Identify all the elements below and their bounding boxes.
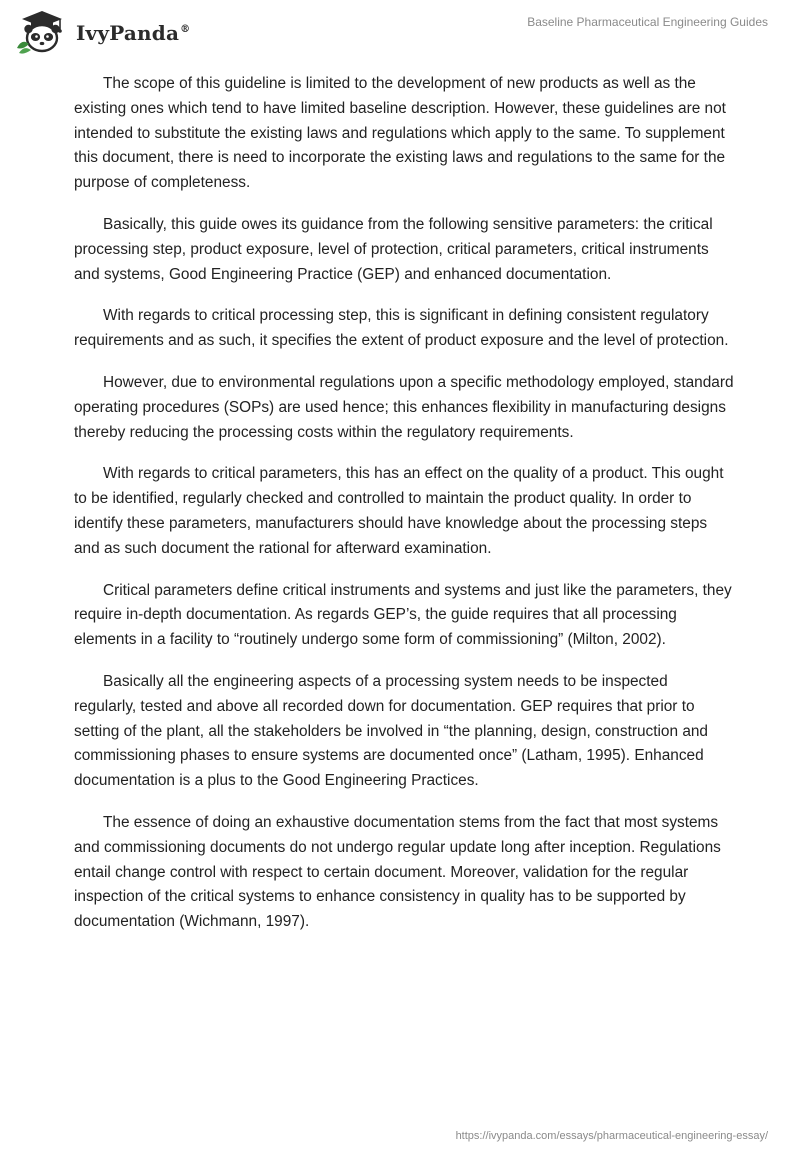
paragraph-1: The scope of this guideline is limited to the development of new products as well as the existing ones which tend to have limited baseline description. However, these guidelines are not intended to substitute the existing laws and regulations which apply to the same. To supplement this document, there is need to incorporate the existing laws and regulations to the same for the purpose of completeness.: [74, 75, 726, 192]
registered-mark: ®: [180, 24, 191, 36]
paragraph-6: Critical parameters define critical instruments and systems and just like the parameters, they require in-depth documentation. As regards GEP’s, the guide requires that all processing elements in a facility to “routinely undergo some form of commissioning” (Milton, 2002).: [74, 581, 732, 649]
panda-graduation-cap-icon: [14, 8, 70, 54]
brand-name: [76, 21, 190, 45]
paragraph-2: Basically, this guide owes its guidance from the following sensitive parameters: the critical processing step, product exposure, level of protection, critical parameters, critical instruments and systems, Good Engineering Practice (GEP) and enhanced documentation.: [74, 215, 713, 283]
brand-name-text: IvyPanda: [76, 21, 180, 45]
essay-body: [74, 72, 734, 952]
paragraph-5: With regards to critical parameters, this has an effect on the quality of a product. This ought to be identified, regularly checked and controlled to maintain the product quality. In order to identify these parameters, manufacturers should have knowledge about the processing steps and as such document the rational for afterward examination.: [74, 465, 724, 557]
page-header: [0, 0, 800, 60]
paragraph-7: Basically all the engineering aspects of a processing system needs to be inspected regularly, tested and above all recorded down for documentation. GEP requires that prior to setting of the plant, all the stakeholders be involved in “the planning, design, construction and commissioning phases to ensure systems are documented once” (Latham, 1995). Enhanced documentation is a plus to the Good Engineering Practices.: [74, 672, 708, 790]
source-url-link[interactable]: https://ivypanda.com/essays/pharmaceutical-engineering-essay/: [455, 1130, 768, 1142]
paragraph-8: The essence of doing an exhaustive documentation stems from the fact that most systems and commissioning documents do not undergo regular update long after inception. Regulations entail change control with respect to certain document. Moreover, validation for the regular inspection of the critical systems to enhance consistency in quality has to be supported by documentation (Wichmann, 1997).: [74, 813, 721, 931]
paragraph-4: However, due to environmental regulations upon a specific methodology employed, standard operating procedures (SOPs) are used hence; this enhances flexibility in manufacturing designs thereby reducing the processing costs within the regulatory requirements.: [74, 373, 734, 441]
document-title: Baseline Pharmaceutical Engineering Guides: [527, 15, 768, 29]
paragraph-3: With regards to critical processing step, this is significant in defining consistent regulatory requirements and as such, it specifies the extent of product exposure and the level of protection.: [74, 307, 729, 350]
ivypanda-logo[interactable]: [14, 8, 190, 54]
